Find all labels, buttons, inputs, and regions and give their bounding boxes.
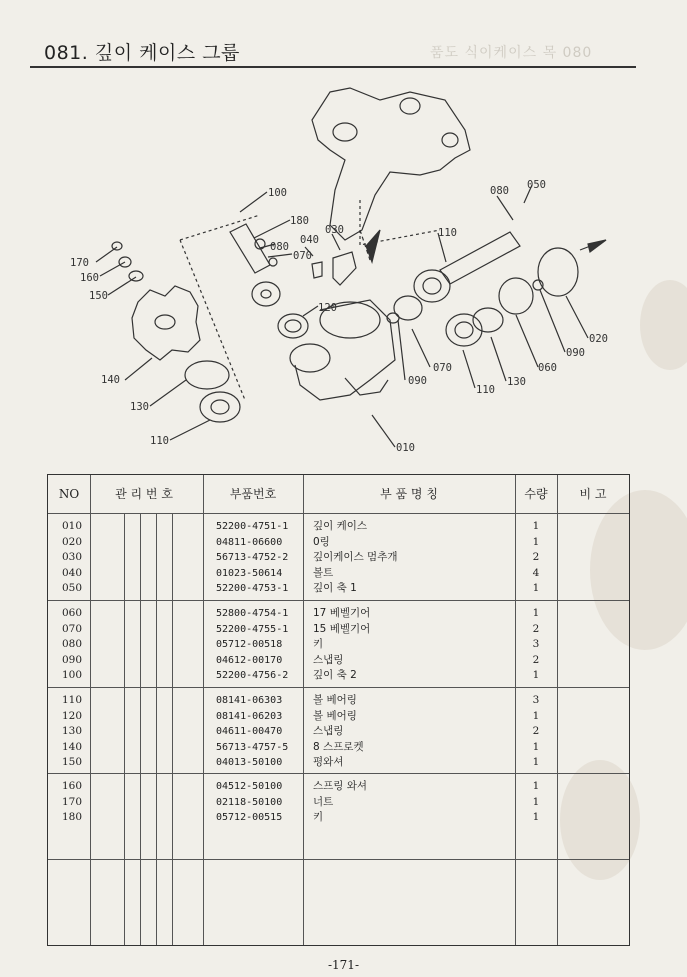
bevel-gear-17t [499,278,533,314]
part-name: 스냅링 [313,653,344,666]
callout-170: 170 [70,257,89,269]
depth-shaft-2 [230,224,270,273]
part-number: 52200-4756-2 [216,670,289,682]
quantity: 1 [532,740,540,753]
table-row [48,606,629,621]
part-name: 볼 베어링 [313,694,357,706]
part-name: 키 [313,811,324,824]
o-ring [538,248,578,296]
callout-100: 100 [268,187,287,199]
callout-110-right: 110 [438,227,457,239]
bleed-through-text: 품도 식이케이스 목 080 [430,45,593,61]
callout-030: 030 [325,224,344,236]
callout-080: 080 [270,241,289,253]
group-rule [48,687,629,688]
parts-table [47,474,630,946]
exploded-parts-diagram [0,70,687,470]
part-no: 140 [62,740,83,753]
part-no: 150 [62,756,83,769]
callout-070-right: 070 [433,362,452,374]
part-number: 04811-06600 [216,536,283,548]
page-number: -171- [327,958,359,972]
callout-130-right: 130 [507,376,526,388]
part-number: 04013-50100 [216,757,283,769]
part-name: 8 스프로켓 [313,740,364,753]
group-rule [48,859,629,860]
part-no: 090 [62,653,83,666]
ball-bearing-120 [278,314,308,338]
part-no: 070 [62,622,83,635]
table-row [48,724,629,739]
part-number: 08141-06303 [216,695,283,706]
part-no: 030 [62,551,83,564]
bevel-gear-15t [252,282,280,306]
part-name: 깊이케이스 멈추개 [313,551,398,564]
callout-040: 040 [300,234,319,246]
part-number: 52200-4751-1 [216,521,289,532]
table-row [48,581,629,596]
callout-150: 150 [89,290,108,302]
part-name: 깊이 케이스 [313,520,368,532]
table-row [48,740,629,755]
sprocket-8t [132,286,200,360]
quantity: 1 [532,520,540,532]
table-row [48,566,629,581]
col-header-management-number: 관 리 번 호 [115,487,173,501]
table-row [48,519,629,534]
part-no: 050 [62,582,83,595]
quantity: 2 [532,653,540,666]
part-no: 010 [62,520,83,532]
quantity: 1 [532,607,540,619]
table-row [48,535,629,550]
col-header-quantity: 수량 [524,487,548,501]
ball-bearing-110-lower [446,314,482,346]
quantity: 4 [532,566,540,579]
part-number: 08141-06203 [216,710,283,722]
page-title: 081. 깊이 케이스 그룹 [44,42,240,64]
part-no: 110 [62,694,83,706]
quantity: 2 [532,725,540,738]
table-row [48,653,629,668]
ball-bearing-110-right [414,270,450,302]
part-name: 볼트 [313,566,334,579]
quantity: 3 [532,638,540,651]
snap-ring-130 [185,361,229,389]
part-name: 17 베벨기어 [313,607,371,619]
quantity: 1 [532,709,540,722]
part-number: 52200-4755-1 [216,623,289,635]
depth-case-stopper [333,252,356,285]
table-row [48,668,629,683]
title-rule [30,66,636,68]
quantity: 1 [532,535,540,548]
quantity: 1 [532,780,540,792]
part-number: 04612-00170 [216,654,283,666]
table-row [48,637,629,652]
part-name: 깊이 축 1 [313,582,357,595]
part-no: 100 [62,669,83,682]
part-no: 060 [62,607,83,619]
callout-110-lower: 110 [476,384,495,396]
callout-130: 130 [130,401,149,413]
callout-160: 160 [80,272,99,284]
callout-010: 010 [396,442,415,454]
callout-090-right: 090 [566,347,585,359]
table-row [48,755,629,770]
table-row [48,622,629,637]
group-rule [48,773,629,774]
header-rule [48,513,629,514]
callout-180: 180 [290,215,309,227]
part-number: 56713-4757-5 [216,741,289,753]
part-no: 130 [62,725,83,738]
callout-050: 050 [527,179,546,191]
part-number: 01023-50614 [216,567,283,579]
part-no: 180 [62,811,83,824]
part-number: 56713-4752-2 [216,552,289,564]
part-number: 05712-00518 [216,639,283,651]
part-number: 04512-50100 [216,781,283,792]
quantity: 1 [532,669,540,682]
depth-shaft-1 [440,232,520,284]
quantity: 1 [532,795,540,808]
col-header-no: NO [58,487,80,501]
part-name: 0링 [313,535,330,548]
callout-090: 090 [408,375,427,387]
table-row [48,795,629,810]
table-row [48,550,629,565]
table-row [48,693,629,708]
part-number: 04611-00470 [216,726,283,738]
quantity: 3 [532,694,540,706]
quantity: 1 [532,582,540,595]
part-no: 160 [62,780,83,792]
callout-140: 140 [101,374,120,386]
table-row [48,810,629,825]
part-name: 스냅링 [313,725,344,738]
quantity: 2 [532,622,540,635]
group-rule [48,600,629,601]
part-number: 05712-00515 [216,812,283,824]
part-number: 02118-50100 [216,796,283,808]
callout-060: 060 [538,362,557,374]
callout-080-right: 080 [490,185,509,197]
part-no: 040 [62,566,83,579]
table-row [48,779,629,794]
quantity: 1 [532,756,540,769]
part-no: 080 [62,638,83,651]
part-name: 키 [313,638,324,651]
callout-020: 020 [589,333,608,345]
bolt [312,262,322,278]
part-name: 볼 베어링 [313,709,357,722]
callout-070: 070 [293,250,312,262]
part-no: 170 [62,795,83,808]
table-row [48,709,629,724]
part-name: 평와셔 [313,756,344,769]
col-header-remarks: 비 고 [579,487,607,501]
part-name: 스프링 와셔 [313,780,368,792]
part-number: 52800-4754-1 [216,608,289,619]
col-header-part-number: 부품번호 [229,487,277,501]
ball-bearing-110 [200,392,240,422]
callout-110: 110 [150,435,169,447]
part-number: 52200-4753-1 [216,583,289,595]
part-name: 깊이 축 2 [313,669,357,682]
quantity: 1 [532,811,540,824]
col-header-part-name: 부 품 명 칭 [380,487,438,501]
quantity: 2 [532,551,540,564]
depth-case-housing [312,88,470,240]
part-name: 15 베벨기어 [313,622,371,635]
part-no: 120 [62,709,83,722]
part-name: 너트 [313,795,334,808]
callout-120: 120 [318,302,337,314]
part-no: 020 [62,535,83,548]
